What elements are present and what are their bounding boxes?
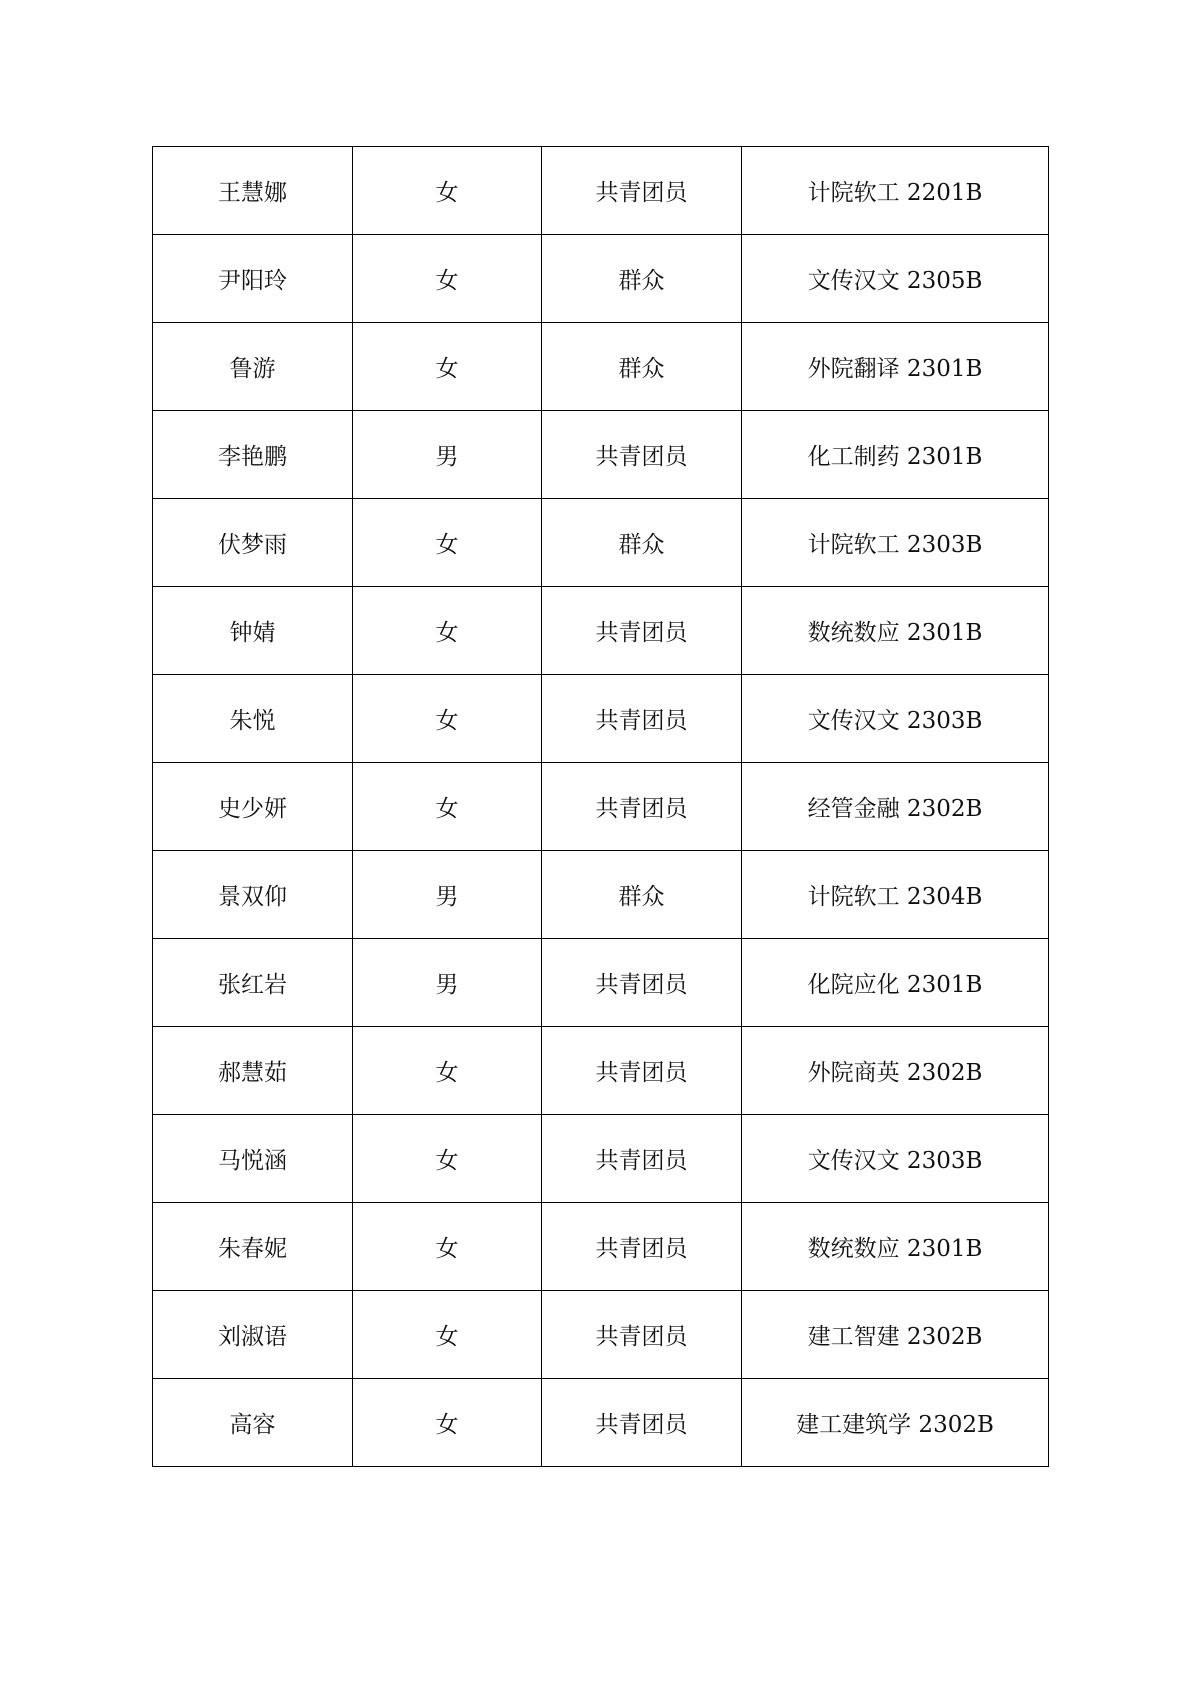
class-cell: 数统数应 2301B	[742, 1203, 1049, 1291]
name-cell: 郝慧茹	[153, 1027, 353, 1115]
political-status-cell: 共青团员	[542, 411, 742, 499]
table-row	[153, 499, 1049, 587]
name-cell: 钟婧	[153, 587, 353, 675]
name-cell: 史少妍	[153, 763, 353, 851]
table-row	[153, 1203, 1049, 1291]
table-row	[153, 1379, 1049, 1467]
name-cell: 鲁游	[153, 323, 353, 411]
table-row	[153, 1115, 1049, 1203]
name-cell: 朱悦	[153, 675, 353, 763]
table-row	[153, 587, 1049, 675]
table-row	[153, 675, 1049, 763]
class-cell: 计院软工 2304B	[742, 851, 1049, 939]
name-cell: 高容	[153, 1379, 353, 1467]
class-cell: 化院应化 2301B	[742, 939, 1049, 1027]
gender-cell: 女	[353, 499, 542, 587]
gender-cell: 女	[353, 675, 542, 763]
name-cell: 张红岩	[153, 939, 353, 1027]
political-status-cell: 群众	[542, 499, 742, 587]
gender-cell: 女	[353, 1203, 542, 1291]
gender-cell: 男	[353, 411, 542, 499]
gender-cell: 女	[353, 147, 542, 235]
gender-cell: 女	[353, 587, 542, 675]
gender-cell: 女	[353, 763, 542, 851]
table-row	[153, 763, 1049, 851]
gender-cell: 女	[353, 235, 542, 323]
table-row	[153, 323, 1049, 411]
political-status-cell: 共青团员	[542, 675, 742, 763]
political-status-cell: 共青团员	[542, 587, 742, 675]
name-cell: 尹阳玲	[153, 235, 353, 323]
political-status-cell: 共青团员	[542, 1203, 742, 1291]
class-cell: 数统数应 2301B	[742, 587, 1049, 675]
table-row	[153, 235, 1049, 323]
political-status-cell: 共青团员	[542, 1115, 742, 1203]
name-cell: 马悦涵	[153, 1115, 353, 1203]
gender-cell: 女	[353, 323, 542, 411]
table-row	[153, 939, 1049, 1027]
name-cell: 李艳鹏	[153, 411, 353, 499]
gender-cell: 男	[353, 939, 542, 1027]
table-row	[153, 1027, 1049, 1115]
table-row	[153, 147, 1049, 235]
political-status-cell: 共青团员	[542, 1027, 742, 1115]
political-status-cell: 共青团员	[542, 1291, 742, 1379]
class-cell: 化工制药 2301B	[742, 411, 1049, 499]
table-row	[153, 851, 1049, 939]
name-cell: 刘淑语	[153, 1291, 353, 1379]
political-status-cell: 共青团员	[542, 763, 742, 851]
political-status-cell: 共青团员	[542, 147, 742, 235]
gender-cell: 女	[353, 1379, 542, 1467]
gender-cell: 女	[353, 1115, 542, 1203]
political-status-cell: 群众	[542, 851, 742, 939]
class-cell: 计院软工 2303B	[742, 499, 1049, 587]
name-cell: 景双仰	[153, 851, 353, 939]
class-cell: 文传汉文 2303B	[742, 1115, 1049, 1203]
class-cell: 计院软工 2201B	[742, 147, 1049, 235]
table-row	[153, 411, 1049, 499]
political-status-cell: 共青团员	[542, 1379, 742, 1467]
gender-cell: 男	[353, 851, 542, 939]
political-status-cell: 群众	[542, 235, 742, 323]
student-roster-table	[152, 146, 1049, 1467]
political-status-cell: 群众	[542, 323, 742, 411]
name-cell: 朱春妮	[153, 1203, 353, 1291]
gender-cell: 女	[353, 1291, 542, 1379]
class-cell: 建工建筑学 2302B	[742, 1379, 1049, 1467]
gender-cell: 女	[353, 1027, 542, 1115]
class-cell: 文传汉文 2305B	[742, 235, 1049, 323]
class-cell: 文传汉文 2303B	[742, 675, 1049, 763]
class-cell: 外院商英 2302B	[742, 1027, 1049, 1115]
class-cell: 建工智建 2302B	[742, 1291, 1049, 1379]
class-cell: 经管金融 2302B	[742, 763, 1049, 851]
class-cell: 外院翻译 2301B	[742, 323, 1049, 411]
table-row	[153, 1291, 1049, 1379]
name-cell: 王慧娜	[153, 147, 353, 235]
political-status-cell: 共青团员	[542, 939, 742, 1027]
name-cell: 伏梦雨	[153, 499, 353, 587]
